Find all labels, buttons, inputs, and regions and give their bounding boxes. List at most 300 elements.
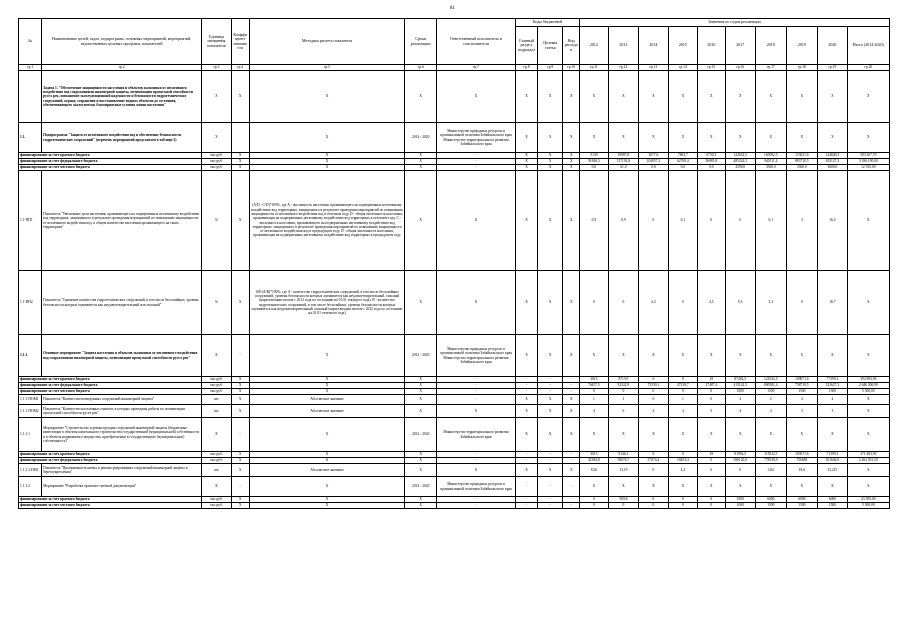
code-vr-cell: - [563, 497, 580, 503]
year-value-cell: 0 [698, 497, 725, 503]
year-value-cell: X [818, 418, 847, 452]
unit-cell: % [202, 171, 231, 271]
code-main-cell: X [515, 153, 537, 159]
code-main-cell: X [515, 71, 537, 123]
total-cell: X [847, 271, 889, 335]
year-value-cell: 153021,6 [786, 153, 818, 159]
code-main-cell: - [515, 452, 537, 458]
table-header [19, 19, 890, 71]
year-value-cell: 0 [639, 377, 668, 383]
funding-label: финансирование за счет местного бюджета [19, 389, 202, 395]
method-cell: X [249, 335, 405, 377]
row-name: Мероприятие "Строительство и реконструкция сооружений инженерной защиты (бюджетные инвестиции в объекты капитального строительства государственной (муниципальной) собственности и в объекты недвижимого имущества, приобретаемые в государственную (муниципальную) собственность)" [42, 418, 202, 452]
year-value-cell: 109071,6 [786, 377, 818, 383]
year-value-cell: 3500,0 [756, 165, 787, 171]
year-value-cell: 1500 [818, 389, 847, 395]
coef-cell: X [231, 377, 249, 383]
term-cell: X [405, 503, 437, 509]
col-number: гр.10 [563, 65, 580, 71]
code-vr-cell: X [563, 464, 580, 477]
year-value-cell: X [668, 71, 697, 123]
code-target-cell: - [538, 458, 563, 464]
program-table-sheet [18, 18, 890, 509]
year-value-cell: 2 [725, 395, 756, 405]
table-row [19, 477, 890, 497]
code-target-cell: X [538, 153, 563, 159]
col-number: гр.1 [19, 65, 42, 71]
col-number: гр.8 [515, 65, 537, 71]
code-vr-cell: - [563, 377, 580, 383]
col-number: гр.16 [725, 65, 756, 71]
code-main-cell: X [515, 165, 537, 171]
year-value-cell: 16,4 [818, 171, 847, 271]
code-vr-cell: - [563, 458, 580, 464]
year-value-cell: 0 [580, 271, 608, 335]
year-value-cell: 9,5 [725, 271, 756, 335]
unit-cell: тыс.руб. [202, 497, 231, 503]
year-value-cell: X [698, 418, 725, 452]
code-target-cell: - [538, 497, 563, 503]
row-number: 1.1-ПП1 [19, 171, 42, 271]
year-value-cell: X [639, 71, 668, 123]
header-code-target: Целевая статья [538, 27, 563, 65]
total-cell: X [847, 335, 889, 377]
year-value-cell: 0,1 [756, 171, 787, 271]
funding-row [19, 503, 890, 509]
year-value-cell: X [725, 418, 756, 452]
year-value-cell: 5500 [725, 497, 756, 503]
term-cell: X [405, 165, 437, 171]
executor-cell: - [437, 153, 516, 159]
code-vr-cell: X [563, 395, 580, 405]
year-value-cell: X [668, 335, 697, 377]
year-value-cell: 4 [668, 405, 697, 418]
row-name: Показатель "Количество населенных пунктов, в которых проведены работы по оптимизации пропускной способности русел рек" [42, 405, 202, 418]
executor-cell: - [437, 458, 516, 464]
year-value-cell: 1 [668, 395, 697, 405]
row-number: 1.1.1.1-ПМ1 [19, 464, 42, 477]
total-cell: 5 500,00 [847, 389, 889, 395]
year-value-cell: 3 [818, 405, 847, 418]
year-value-cell: 77399,3 [818, 377, 847, 383]
method-cell: X [249, 452, 405, 458]
funding-label: финансирование за счет федерального бюджета [19, 383, 202, 389]
year-value-cell: X [639, 123, 668, 153]
year-value-cell: X [608, 477, 639, 497]
col-number: гр.13 [639, 65, 668, 71]
term-cell: 2014 - 2020 [405, 418, 437, 452]
code-main-cell: X [515, 405, 537, 418]
code-main-cell: - [515, 458, 537, 464]
executor-cell: X [437, 71, 516, 123]
unit-cell: тыс.руб. [202, 458, 231, 464]
year-value-cell: X [668, 123, 697, 153]
col-number: гр.4 [231, 65, 249, 71]
year-value-cell: X [756, 418, 787, 452]
year-value-cell: 104057,3 [639, 159, 668, 165]
row-name: Основное мероприятие "Защита населения и объектов экономики от негативного воздействия вод сооружениями инженерной защиты, оптимизация пропускной способности русел рек" [42, 335, 202, 377]
col-number: гр.3 [202, 65, 231, 71]
term-cell: X [405, 464, 437, 477]
total-cell: X [847, 405, 889, 418]
total-cell: 5 500,00 [847, 503, 889, 509]
code-main-cell: X [515, 464, 537, 477]
code-vr-cell: X [563, 405, 580, 418]
unit-cell: шт. [202, 395, 231, 405]
year-value-cell: 1000 [725, 389, 756, 395]
year-value-cell: X [608, 335, 639, 377]
year-value-cell: 0 [786, 271, 818, 335]
coef-cell: - [231, 418, 249, 452]
year-value-cell: X [668, 477, 697, 497]
year-value-cell: 5 [698, 405, 725, 418]
method-cell: X [249, 153, 405, 159]
header-executor: Ответственный исполнитель и соисполнители [437, 19, 516, 65]
header-code-vr: Вид расходов [563, 27, 580, 65]
year-value-cell: X [639, 477, 668, 497]
code-main-cell: - [515, 383, 537, 389]
method-cell: (A/D - C/D)*100%, где A - численность населения, проживающего на подверженных негативному воздействию вод территориях, защищенного в результате проведения мероприятий по повышению защищенности от негативного воздействия вод в отчетном году, D - общая численность населения, проживающая на подверженных негативному воздействию вод территориях в отчетном году, C - численность населения, проживающего на подверженных негативному воздействию вод территориях, защищенного в результате проведения мероприятий по повышению защищенности от негативного воздействия вод в предыдущем году, D - общая численность населения, проживающая на подверженных негативному воздействию вод территориях в предыдущем году [249, 171, 405, 271]
code-target-cell: - [538, 389, 563, 395]
year-value-cell: X [818, 477, 847, 497]
code-main-cell: - [515, 377, 537, 383]
table-row [19, 395, 890, 405]
year-value-cell: 33,215 [818, 464, 847, 477]
header-total: Итого (2014-2020) [847, 27, 889, 65]
code-vr-cell: X [563, 171, 580, 271]
row-name: Задача 1. "Обеспечение защищенности населения и объектов экономики от негативного воздействия вод сооружениями инженерной защиты, оптимизация пропускной способности русел рек, повышение эксплуатационной надежности и безопасности гидротехнических сооружений, охрана, сохранение и восстановление водных объектов до состояния, обеспечивающего экологически благоприятные условия жизни населения" [42, 71, 202, 123]
col-number: гр.18 [786, 65, 818, 71]
method-cell: X [249, 123, 405, 153]
year-value-cell: 485342,5 [725, 159, 756, 165]
funding-label: финансирование за счет местного бюджета [19, 503, 202, 509]
term-cell: 2014 - 2020 [405, 477, 437, 497]
year-value-cell: 1500 [818, 503, 847, 509]
unit-cell: тыс.руб. [202, 377, 231, 383]
header-budget-codes: Коды бюджетной [515, 19, 579, 27]
code-target-cell: - [538, 383, 563, 389]
year-value-cell: X [818, 335, 847, 377]
year-value-cell: 501604,8 [818, 458, 847, 464]
year-value-cell: 4 [756, 405, 787, 418]
coef-cell: X [231, 165, 249, 171]
year-value-cell: 1500 [786, 389, 818, 395]
year-value-cell: X [756, 71, 787, 123]
year-value-cell: X [580, 335, 608, 377]
total-cell: X [847, 418, 889, 452]
year-value-cell: 0 [608, 389, 639, 395]
code-vr-cell: X [563, 71, 580, 123]
year-value-cell: 6 [608, 405, 639, 418]
method-cell: Абсолютное значение [249, 464, 405, 477]
year-value-cell: 4 [725, 405, 756, 418]
executor-cell: - [437, 503, 516, 509]
code-target-cell: - [538, 452, 563, 458]
method-cell: X [249, 458, 405, 464]
code-vr-cell: - [563, 477, 580, 497]
method-cell: X [249, 497, 405, 503]
year-value-cell: 3500,0 [786, 165, 818, 171]
year-value-cell: 6000 [818, 497, 847, 503]
year-value-cell: 57074,4 [639, 458, 668, 464]
code-vr-cell: X [563, 335, 580, 377]
table-row [19, 171, 890, 271]
col-number: гр.19 [818, 65, 847, 71]
year-value-cell: 3015 [580, 377, 608, 383]
executor-cell: - [437, 383, 516, 389]
executor-cell: Министерство природных ресурсов и промышленной политики Забайкальского края [437, 477, 516, 497]
coef-cell: X [231, 153, 249, 159]
year-value-cell: 0 [639, 452, 668, 458]
coef-cell: X [231, 71, 249, 123]
year-value-cell: 115032,5 [756, 452, 787, 458]
table-row [19, 405, 890, 418]
unit-cell: шт. [202, 405, 231, 418]
year-value-cell: 0 [639, 171, 668, 271]
year-value-cell: X [725, 71, 756, 123]
year-value-cell: X [639, 418, 668, 452]
coef-cell [231, 123, 249, 153]
term-cell: X [405, 171, 437, 271]
year-value-cell: 27487,4 [698, 383, 725, 389]
year-value-cell: X [639, 335, 668, 377]
year-value-cell: 81992,5 [725, 452, 756, 458]
unit-cell: тыс.руб. [202, 383, 231, 389]
row-number: 1.1. [19, 123, 42, 153]
col-number: гр.20 [847, 65, 889, 71]
code-main-cell: X [515, 335, 537, 377]
year-value-cell: 3600,0 [818, 165, 847, 171]
year-value-cell: 2,2 [668, 464, 697, 477]
year-value-cell: 569,8 [608, 497, 639, 503]
code-vr-cell: X [563, 153, 580, 159]
total-cell: 371 483,90 [847, 452, 889, 458]
year-value-cell: 3 [786, 171, 818, 271]
funding-label: финансирование за счет федерального бюджета [19, 159, 202, 165]
table-row [19, 71, 890, 123]
code-target-cell: X [538, 159, 563, 165]
code-vr-cell: X [563, 123, 580, 153]
executor-cell: X [437, 271, 516, 335]
header-values-by-year: Значения по годам реализации [580, 19, 890, 27]
executor-cell: X [437, 171, 516, 271]
year-value-cell: 0 [668, 377, 697, 383]
term-cell: X [405, 389, 437, 395]
year-value-cell: 3,82 [756, 464, 787, 477]
method-cell: Абсолютное значение [249, 405, 405, 418]
method-cell: X [249, 71, 405, 123]
executor-cell: - [437, 165, 516, 171]
funding-label: финансирование за счет федерального бюджета [19, 458, 202, 464]
table-row [19, 271, 890, 335]
year-value-cell: 8715,9 [608, 377, 639, 383]
total-cell: X [847, 171, 889, 271]
header-term: Сроки реализации [405, 19, 437, 65]
year-value-cell: 0 [639, 497, 668, 503]
term-cell: X [405, 159, 437, 165]
year-value-cell: X [698, 71, 725, 123]
code-vr-cell: - [563, 452, 580, 458]
header-year: 2018 [756, 27, 787, 65]
year-value-cell: 0 [639, 503, 668, 509]
method-cell: X [249, 503, 405, 509]
total-cell: X [847, 123, 889, 153]
year-value-cell: 8146,1 [608, 452, 639, 458]
year-value-cell: 0 [580, 503, 608, 509]
executor-cell: - [437, 389, 516, 395]
code-main-cell: - [515, 497, 537, 503]
year-value-cell: 4 [639, 405, 668, 418]
year-value-cell: X [725, 477, 756, 497]
row-number: 1.1.1.1 [19, 418, 42, 452]
header-no: № [19, 19, 42, 65]
year-value-cell: 0 [698, 171, 725, 271]
year-value-cell: 800581,4 [756, 383, 787, 389]
year-value-cell: 122652,5 [725, 153, 756, 159]
unit-cell: X [202, 71, 231, 123]
unit-cell: X [202, 335, 231, 377]
year-value-cell: X [818, 123, 847, 153]
code-target-cell: - [538, 377, 563, 383]
year-value-cell: 0 [668, 503, 697, 509]
year-value-cell: 18 [698, 377, 725, 383]
table-row [19, 123, 890, 153]
year-value-cell: 0,0 [639, 165, 668, 171]
year-value-cell: X [756, 335, 787, 377]
col-number: гр.5 [249, 65, 405, 71]
code-target-cell: X [538, 71, 563, 123]
total-cell: X [847, 477, 889, 497]
year-value-cell: 103071,6 [786, 452, 818, 458]
year-value-cell: 13,19 [608, 464, 639, 477]
funding-label: финансирование за счет краевого бюджета [19, 377, 202, 383]
year-value-cell: 0 [608, 271, 639, 335]
year-value-cell: 6750,5 [698, 153, 725, 159]
year-value-cell: 5139 [580, 153, 608, 159]
year-value-cell: X [698, 335, 725, 377]
code-main-cell: - [515, 477, 537, 497]
year-value-cell: 778538,9 [756, 458, 787, 464]
year-value-cell: 0 [639, 389, 668, 395]
year-value-cell: X [756, 123, 787, 153]
code-main-cell: - [515, 389, 537, 395]
code-vr-cell: - [563, 389, 580, 395]
year-value-cell: 4,3 [639, 271, 668, 335]
term-cell: X [405, 377, 437, 383]
term-cell: X [405, 405, 437, 418]
executor-cell: Министерство территориального развития Забайкальского края [437, 418, 516, 452]
year-value-cell: 3077,6 [639, 153, 668, 159]
unit-cell: км [202, 464, 231, 477]
row-name: Показатель "Снижение количества гидротехнических сооружений, в том числе бесхозяйных, уровень безопасности которых оценивается как неудовлетворительный или опасный" [42, 271, 202, 335]
year-value-cell: X [786, 477, 818, 497]
funding-label: финансирование за счет местного бюджета [19, 165, 202, 171]
year-value-cell: 0,0 [580, 165, 608, 171]
code-target-cell: - [538, 477, 563, 497]
term-cell: X [405, 395, 437, 405]
year-value-cell: 413142,5 [725, 383, 756, 389]
year-value-cell: 0 [580, 389, 608, 395]
year-value-cell: 523627,3 [818, 383, 847, 389]
coef-cell: - [231, 477, 249, 497]
year-value-cell: 8,56 [580, 464, 608, 477]
unit-cell: X [202, 477, 231, 497]
term-cell: 2014 - 2020 [405, 123, 437, 153]
term-cell: X [405, 383, 437, 389]
code-target-cell: X [538, 395, 563, 405]
coef-cell: X [231, 405, 249, 418]
year-value-cell: 71399,3 [818, 452, 847, 458]
code-main-cell: X [515, 171, 537, 271]
row-number [19, 71, 42, 123]
year-value-cell: 87402,5 [725, 377, 756, 383]
year-value-cell: 75539,1 [639, 383, 668, 389]
year-value-cell: 4,5 [698, 271, 725, 335]
table-body [19, 71, 890, 509]
year-value-cell: X [580, 123, 608, 153]
year-value-cell: 758710,5 [786, 383, 818, 389]
year-value-cell: X [608, 123, 639, 153]
unit-cell: тыс.руб. [202, 503, 231, 509]
year-value-cell: 2590,0 [725, 165, 756, 171]
header-year: 2017 [725, 27, 756, 65]
year-value-cell: 0 [608, 503, 639, 509]
total-cell: 23 500,00 [847, 497, 889, 503]
method-cell: X [249, 159, 405, 165]
coef-cell: X [231, 271, 249, 335]
year-value-cell: 390120,0 [725, 458, 756, 464]
code-vr-cell: X [563, 165, 580, 171]
row-name: Мероприятие "Разработка проектно-сметной документации" [42, 477, 202, 497]
year-value-cell: 0 [698, 395, 725, 405]
year-value-cell: 0 [639, 395, 668, 405]
coef-cell: X [231, 159, 249, 165]
code-target-cell: - [538, 503, 563, 509]
year-value-cell: 18 [698, 452, 725, 458]
year-value-cell: 0 [725, 171, 756, 271]
year-value-cell: 4 [580, 405, 608, 418]
year-value-cell: X [698, 123, 725, 153]
col-number: гр.6 [405, 65, 437, 71]
year-value-cell: 3 [786, 405, 818, 418]
code-target-cell: X [538, 418, 563, 452]
code-target-cell: X [538, 171, 563, 271]
header-year: 2019 [786, 27, 818, 65]
year-value-cell: 56981,8 [698, 159, 725, 165]
year-value-cell: X [786, 71, 818, 123]
row-number: 1.1.1-ПОМ1 [19, 395, 42, 405]
coef-cell: X [231, 458, 249, 464]
year-value-cell: 4 [786, 395, 818, 405]
year-value-cell: X [580, 477, 608, 497]
header-method: Методика расчета показателя [249, 19, 405, 65]
term-cell: X [405, 452, 437, 458]
total-cell: 12 550,00 [847, 165, 889, 171]
year-value-cell: 0 [698, 458, 725, 464]
col-number: гр.14 [668, 65, 697, 71]
year-value-cell: 883710,5 [786, 159, 818, 165]
term-cell: X [405, 458, 437, 464]
funding-label: финансирование за счет краевого бюджета [19, 153, 202, 159]
year-value-cell: 1 [580, 395, 608, 405]
total-cell: X [847, 464, 889, 477]
header-unit: Единица измерения показателя [202, 19, 231, 65]
term-cell: X [405, 153, 437, 159]
row-number: 1.1.1. [19, 335, 42, 377]
executor-cell: X [437, 405, 516, 418]
col-number: гр.7 [437, 65, 516, 71]
year-value-cell: 1000 [725, 503, 756, 509]
